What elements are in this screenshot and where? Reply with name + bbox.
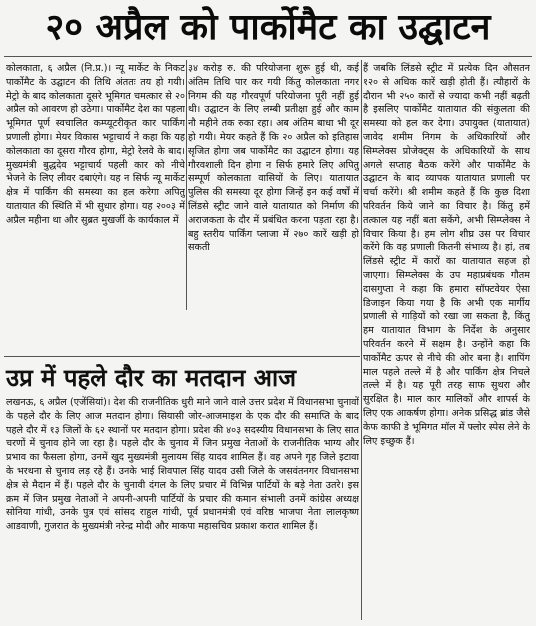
column-divider-2 [361,60,362,620]
article1-column-2 [188,62,359,308]
article1-column-1 [6,62,185,308]
column-divider-1 [186,60,187,310]
headline-rule [4,56,532,57]
article1-column-1-text: कोलकाता, ६ अप्रैल (नि.प्र.)। न्यू मार्केट के निकट पार्कोमैट के उद्घाटन की तिथि अंततः तय हो गयी। मेट्रो के बाद कोलकाता दूसरे भूमिगत चमत्कार से २० अप्रैल को आवरण हो उठेगा। पार्कोमैट देश का पहला भूमिगत पूर्ण स्वचालित कम्प्यूटरीकृत कार पार्किंग प्रणाली होगा। मेयर विकास भट्टाचार्य ने कहा कि यह कोलकाता का दूसरा गौरव होगा, मेट्रो रेलवे के बाद। मुख्यमंत्री बुद्धदेव भट्टाचार्य पहली कार को नीचे भेजने के लिए लीवर दबाएंगे। यह न सिर्फ न्यू मार्केट क्षेत्र में पार्किंग की समस्या का हल करेगा अपितु यातायात की स्थिति में भी सुधार होगा। यह २००३ में अप्रैल महीना था और सुब्रत मुखर्जी के कार्यकाल में [6,63,185,226]
article1-column-3 [363,62,530,618]
article1-column-3-text: हैं जबकि लिंडसे स्ट्रीट में प्रत्येक दिन औसतन १२० से अधिक कारें खड़ी होती हैं। त्यौहारों के दौरान भी २५० कारों से ज्यादा कभी नहीं बढ़ती है इसलिए पार्कोमैट यातायात की संकुलता की समस्या को हल कर देगा। उपायुक्त (यातायात) जावेद शमीम निगम के अधिकारियों और सिम्प्लेक्स प्रोजेक्ट्स के अधिकारियों के साथ अगले सप्ताह बैठक करेंगे और पार्कोमैट के उद्घाटन के बाद व्यापक यातायात प्रणाली पर चर्चा करेंगे। श्री शमीम कहते हैं कि कुछ दिशा परिवर्तन किये जाने का विचार है। किंतु हमें तत्काल यह नहीं बता सकेंगे, अभी सिम्प्लेक्स ने विचार किया है। हम लोग शीघ्र उस पर विचार करेंगे कि वह प्रणाली कितनी संभाव्य है। हां, तब लिंडसे स्ट्रीट में कारों का यातायात सहज हो जाएगा। सिम्प्लेक्स के उप महाप्रबंधक गौतम दासगुप्ता ने कहा कि हमारा सॉफ्टवेयर ऐसा डिजाइन किया गया है कि अभी एक मार्गीय प्रणाली से गाड़ियों को रखा जा सकता है, किंतु हम यातायात विभाग के निर्देश के अनुसार परिवर्तन करने में सक्षम है। उन्होंने कहा कि पार्कोमैट ऊपर से नीचे की ओर बना है। शापिंग माल पहले तल्ले में है और पार्किंग क्षेत्र निचले तल्ले में है। यह पूरी तरह साफ सुथरा और सुरक्षित है। माल कार मालिकों और शापर्स के लिए एक आकर्षण होगा। अनेक प्रसिद्ध ब्रांड जैसे केफ काफी डे भूमिगत मॉल में फ्लोर स्पेस लेने के लिए इच्छुक हैं। [363,63,530,447]
article1-column-2-text: ३४ करोड़ रु. की परियोजना शुरू हुई थी, कई अंतिम तिथि पार कर गयी किंतु कोलकाता नगर निगम की यह गौरवपूर्ण परियोजना पूरी नहीं हुई थी। उद्घाटन के लिए लम्बी प्रतीक्षा हुई और काम नौ महीने तक रुका रहा। अब अंतिम बाधा भी दूर हो गयी। मेयर कहते हैं कि २० अप्रैल को इतिहास सृजित होगा जब पार्कोमैट का उद्घाटन होगा। यह गौरवशाली दिन होगा न सिर्फ हमारे लिए अपितु सम्पूर्ण कोलकाता वासियों के लिए। यातायात पुलिस की समस्या दूर होगा जिन्हें इन कई वर्षों में लिंडसे स्ट्रीट जाने वाले यातायात को निर्माण की अराजकता के दौर में प्रबंधित करना पड़ता रहा है। बहु स्तरीय पार्किंग प्लाजा में २७० कारें खड़ी हो सकती [188,63,359,254]
section-divider [4,356,360,357]
main-headline: २० अप्रैल को पार्कोमैट का उद्घाटन [45,7,491,48]
article2-body-text: लखनऊ, ६ अप्रैल (एजेंसियां)। देश की राजनीतिक धुरी माने जाने वाले उत्तर प्रदेश में विधानसभा चुनावों के पहले दौर के लिए आज मतदान होगा। सियासी जोर-आजमाइश के एक दौर की समाप्ति के बाद पहले दौर में १३ जिलों के ६२ स्थानों पर मतदान होगा। प्रदेश की ४०३ सदस्यीय विधानसभा के लिए सात चरणों में चुनाव होने जा रहा है। पहले दौर के चुनाव में जिन प्रमुख नेताओं के राजनीतिक भाग्य और प्रभाव का फैसला होगा, उनमें खुद मुख्यमंत्री मुलायम सिंह यादव शामिल हैं। वह अपने गृह जिले इटावा के भरथना से चुनाव लड़ रहे हैं। उनके भाई शिवपाल सिंह यादव उसी जिले के जसवंतनगर विधानसभा क्षेत्र से मैदान में हैं। पहले दौर के चुनावी दंगल के लिए प्रचार में विभिन्न पार्टियों के बड़े नेता उतरे। इस क्रम में जिन प्रमुख नेताओं ने अपनी-अपनी पार्टियों के प्रचार की कमान संभाली उनमें कांग्रेस अध्यक्ष सोनिया गांधी, उनके पुत्र एवं सांसद राहुल गांधी, पूर्व प्रधानमंत्री एवं वरिष्ठ भाजपा नेता लालकृष्ण आडवाणी, गुजरात के मुख्यमंत्री नरेन्द्र मोदी और माकपा महासचिव प्रकाश करात शामिल हैं। [6,397,359,533]
article2-body [6,396,359,620]
article2-headline: उप्र में पहले दौर का मतदान आज [6,364,297,392]
